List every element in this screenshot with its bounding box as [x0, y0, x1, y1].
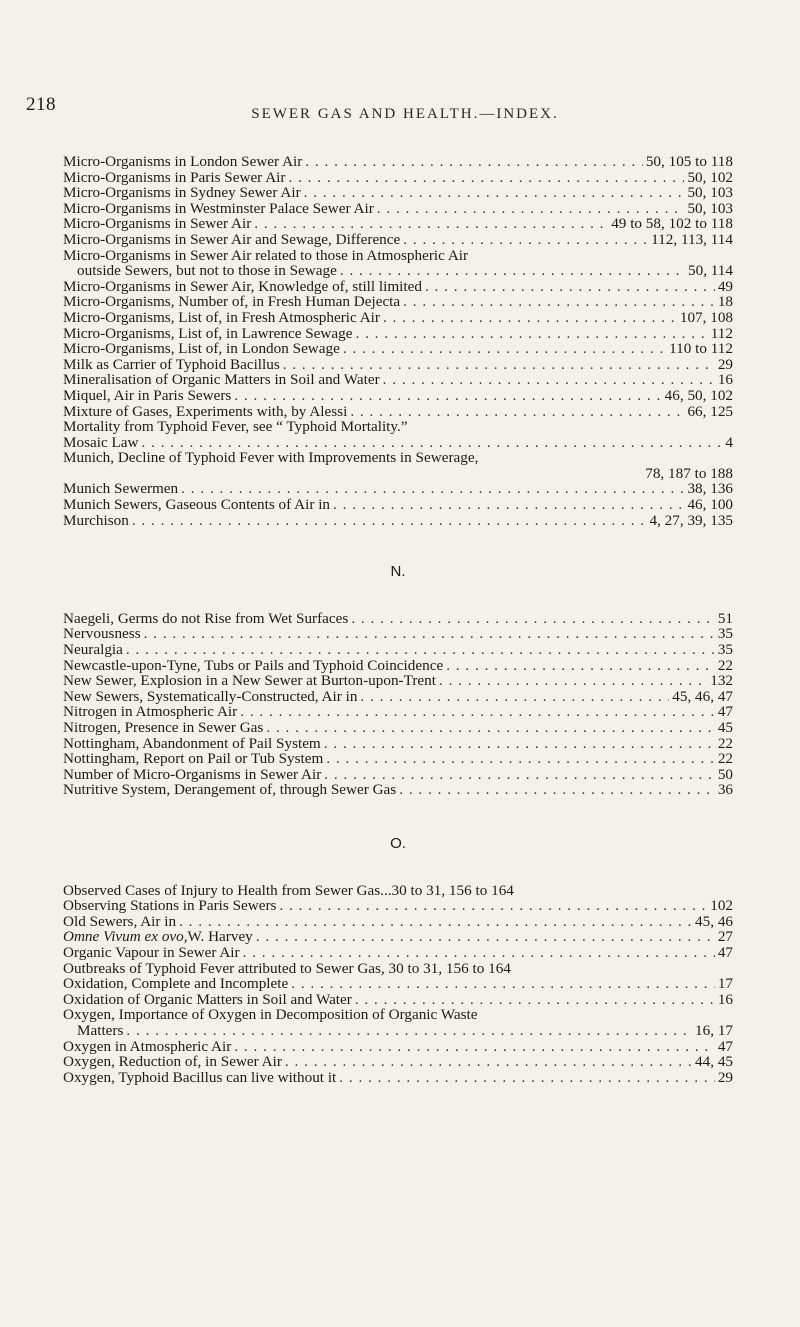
page-number: 218: [26, 94, 56, 115]
leader-dots: [355, 326, 707, 342]
index-entry: [63, 326, 733, 342]
entry-pages: 35: [717, 641, 733, 659]
entry-pages: 50, 103: [687, 184, 733, 202]
index-entry: [63, 279, 733, 295]
entry-text: Oxygen, Importance of Oxygen in Decomposition of Organic Waste: [63, 1006, 478, 1024]
index-entry: [63, 170, 733, 186]
index-entry: [63, 1039, 733, 1055]
entry-text: Neuralgia: [63, 641, 123, 659]
index-entry: [63, 642, 733, 658]
entry-text: Newcastle-upon-Tyne, Tubs or Pails and Typhoid Coincidence: [63, 656, 444, 674]
entry-text: Milk as Carrier of Typhoid Bacillus: [63, 355, 280, 373]
entry-text: Organic Vapour in Sewer Air: [63, 943, 240, 961]
index-entry: [63, 310, 733, 326]
index-entry: [63, 626, 733, 642]
index-entry: [63, 689, 733, 705]
entry-text: Murchison: [63, 511, 129, 529]
leader-dots: [181, 481, 684, 497]
entry-pages: 49: [717, 277, 733, 295]
entry-text: Micro-Organisms in Westminster Palace Sewer Air: [63, 199, 374, 217]
index-entry: [63, 1070, 733, 1086]
index-entry: [63, 976, 733, 992]
entry-text: Nitrogen, Presence in Sewer Gas: [63, 719, 264, 736]
leader-dots: [343, 341, 666, 357]
leader-dots: [403, 232, 648, 248]
entry-pages: 36: [717, 781, 733, 799]
entry-text: Naegeli, Germs do not Rise from Wet Surfaces: [63, 609, 349, 627]
entry-text: Oxygen, Reduction of, in Sewer Air: [63, 1053, 282, 1071]
entry-pages: 50, 103: [687, 199, 733, 217]
index-entry: [63, 232, 733, 248]
index-section-m: [63, 154, 733, 528]
index-entry: [63, 720, 733, 736]
entry-pages: 46, 50, 102: [664, 386, 733, 404]
entry-text: Micro-Organisms in Paris Sewer Air: [63, 168, 286, 186]
leader-dots: [377, 201, 685, 217]
leader-dots: [350, 404, 684, 420]
index-entry: [63, 611, 733, 627]
index-entry: [63, 929, 733, 945]
leader-dots: [383, 372, 715, 388]
entry-pages: 45: [717, 719, 733, 736]
index-entry: [63, 513, 733, 529]
index-entry: [63, 248, 733, 264]
entry-text: Nottingham, Abandonment of Pail System: [63, 734, 321, 752]
index-entry: [63, 154, 733, 170]
entry-text: Micro-Organisms, List of, in London Sewage: [63, 340, 340, 358]
entry-pages: 66, 125: [687, 402, 733, 420]
leader-dots: [179, 914, 692, 930]
entry-text: Mineralisation of Organic Matters in Soil and Water: [63, 371, 380, 389]
entry-pages: 50, 105 to 118: [645, 153, 733, 170]
entry-pages: 22: [717, 750, 733, 768]
entry-text: Micro-Organisms in London Sewer Air: [63, 153, 303, 170]
leader-dots: [285, 1054, 692, 1070]
entry-text: Oxidation of Organic Matters in Soil and Water: [63, 990, 352, 1008]
entry-text: W. Harvey: [187, 928, 253, 946]
leader-dots: [279, 898, 707, 914]
leader-dots: [254, 216, 608, 232]
entry-pages: 44, 45: [695, 1053, 733, 1071]
leader-dots: [324, 767, 715, 783]
leader-dots: [339, 1070, 715, 1086]
leader-dots: [291, 976, 715, 992]
entry-pages: 47: [717, 703, 733, 721]
leader-dots: [144, 626, 715, 642]
index-entry: [63, 1054, 733, 1070]
entry-text: New Sewer, Explosion in a New Sewer at Burton-upon-Trent: [63, 672, 436, 690]
index-entry: [63, 404, 733, 420]
entry-text: Micro-Organisms in Sewer Air: [63, 215, 252, 233]
leader-dots: [305, 154, 642, 170]
leader-dots: [360, 689, 669, 705]
index-entry: [63, 185, 733, 201]
entry-text: Nutritive System, Derangement of, through Sewer Gas: [63, 781, 397, 799]
running-head: SEWER GAS AND HEALTH.—INDEX.: [251, 106, 559, 122]
entry-text: Observed Cases of Injury to Health from Sewer Gas...30 to 31, 156 to 164: [63, 881, 514, 899]
entry-pages: 45, 46, 47: [672, 687, 733, 705]
entry-text: Munich Sewers, Gaseous Contents of Air in: [63, 496, 331, 514]
section-letter-n: N.: [390, 563, 406, 581]
index-entry: [63, 673, 733, 689]
entry-text: New Sewers, Systematically-Constructed, Air in: [63, 687, 358, 705]
leader-dots: [126, 642, 715, 658]
entry-pages: 46, 100: [687, 496, 733, 514]
index-entry: [63, 736, 733, 752]
entry-text: Nottingham, Report on Pail or Tub System: [63, 750, 324, 768]
entry-text: Observing Stations in Paris Sewers: [63, 897, 277, 915]
entry-text: Micro-Organisms, List of, in Lawrence Sewage: [63, 324, 353, 342]
index-section-o: [63, 883, 733, 1086]
leader-dots: [266, 720, 714, 736]
index-entry: [63, 992, 733, 1008]
entry-text-italic: Omne Vivum ex ovo,: [63, 928, 188, 946]
entry-pages: 35: [717, 625, 733, 643]
index-entry: [63, 216, 733, 232]
entry-pages: 50: [717, 765, 733, 783]
entry-pages: 50, 102: [687, 168, 733, 186]
entry-text: Nitrogen in Atmospheric Air: [63, 703, 238, 721]
entry-pages: 16, 17: [695, 1021, 733, 1039]
entry-text: Micro-Organisms, List of, in Fresh Atmospheric Air: [63, 308, 380, 326]
entry-pages: 110 to 112: [669, 340, 733, 358]
leader-dots: [234, 388, 661, 404]
leader-dots: [304, 185, 685, 201]
leader-dots: [288, 170, 684, 186]
index-entry: [63, 767, 733, 783]
entry-pages: 107, 108: [679, 308, 733, 326]
index-entry: [63, 945, 733, 961]
index-section-n: [63, 611, 733, 798]
entry-text: Matters: [77, 1021, 124, 1039]
entry-text: Miquel, Air in Paris Sewers: [63, 386, 232, 404]
entry-text: Oxidation, Complete and Incomplete: [63, 975, 289, 993]
index-entry: [63, 466, 733, 482]
entry-pages: 47: [717, 943, 733, 961]
entry-pages: 78, 187 to 188: [645, 464, 733, 482]
entry-text: Micro-Organisms in Sewer Air related to those in Atmospheric Air: [63, 246, 469, 264]
entry-pages: 16: [717, 371, 733, 389]
entry-pages: 16: [717, 990, 733, 1008]
leader-dots: [340, 263, 685, 279]
leader-dots: [439, 673, 707, 689]
index-entry: [63, 497, 733, 513]
entry-pages: 27: [717, 928, 733, 946]
index-entry: [63, 782, 733, 798]
leader-dots: [256, 929, 715, 945]
leader-dots: [324, 736, 715, 752]
index-entry: [63, 704, 733, 720]
index-entry: [63, 1023, 733, 1039]
leader-dots: [355, 992, 715, 1008]
entry-pages: 18: [717, 293, 733, 311]
entry-pages: 38, 136: [687, 480, 733, 498]
leader-dots: [234, 1039, 715, 1055]
entry-text: Outbreaks of Typhoid Fever attributed to Sewer Gas, 30 to 31, 156 to 164: [63, 959, 511, 977]
entry-pages: 47: [717, 1037, 733, 1055]
entry-text: Mosaic Law: [63, 433, 139, 451]
index-entry: [63, 341, 733, 357]
index-entry: [63, 914, 733, 930]
index-entry: [63, 883, 733, 899]
entry-pages: 4, 27, 39, 135: [649, 511, 733, 529]
entry-pages: 22: [717, 656, 733, 674]
index-entry: [63, 201, 733, 217]
entry-pages: 112: [710, 324, 733, 342]
entry-pages: 51: [717, 609, 733, 627]
index-entry: [63, 357, 733, 373]
entry-pages: 29: [717, 1068, 733, 1086]
index-entry: [63, 1007, 733, 1023]
leader-dots: [446, 658, 715, 674]
entry-pages: 29: [717, 355, 733, 373]
index-entry: [63, 372, 733, 388]
entry-pages: 112, 113, 114: [651, 230, 733, 248]
leader-dots: [283, 357, 715, 373]
entry-text: Mixture of Gases, Experiments with, by Alessi: [63, 402, 348, 420]
index-entry: [63, 658, 733, 674]
leader-dots: [142, 435, 723, 451]
index-entry: [63, 450, 733, 466]
entry-pages: 17: [717, 975, 733, 993]
entry-text: Munich Sewermen: [63, 480, 179, 498]
entry-pages: 49 to 58, 102 to 118: [611, 215, 733, 233]
entry-text: Nervousness: [63, 625, 141, 643]
entry-pages: 50, 114: [688, 262, 733, 280]
leader-dots: [351, 611, 715, 627]
index-entry: [63, 481, 733, 497]
entry-text: Micro-Organisms in Sewer Air, Knowledge of, still limited: [63, 277, 422, 295]
entry-text: Micro-Organisms in Sydney Sewer Air: [63, 184, 301, 202]
index-entry: [63, 388, 733, 404]
leader-dots: [240, 704, 715, 720]
entry-text: outside Sewers, but not to those in Sewage: [77, 262, 337, 280]
leader-dots: [243, 945, 715, 961]
entry-pages: 45, 46: [695, 912, 733, 930]
entry-text: Oxygen, Typhoid Bacillus can live without it: [63, 1068, 337, 1086]
leader-dots: [399, 782, 715, 798]
leader-dots: [132, 513, 647, 529]
entry-pages: 4: [725, 433, 733, 451]
entry-text: Munich, Decline of Typhoid Fever with Improvements in Sewerage,: [63, 449, 479, 467]
index-entry: [63, 961, 733, 977]
leader-dots: [333, 497, 684, 513]
leader-dots: [403, 294, 715, 310]
entry-pages: 102: [710, 897, 733, 915]
entry-text: Micro-Organisms in Sewer Air and Sewage, Difference: [63, 230, 401, 248]
entry-text: Old Sewers, Air in: [63, 912, 177, 930]
index-body: [63, 154, 733, 1085]
index-entry: [63, 419, 733, 435]
leader-dots: [425, 279, 715, 295]
entry-text: Number of Micro-Organisms in Sewer Air: [63, 765, 322, 783]
index-entry: [63, 751, 733, 767]
leader-dots: [383, 310, 677, 326]
entry-text: Mortality from Typhoid Fever, see “ Typhoid Mortality.”: [63, 418, 408, 436]
index-entry: [63, 898, 733, 914]
section-letter-o: O.: [390, 834, 406, 852]
index-entry: [63, 435, 733, 451]
entry-text: Oxygen in Atmospheric Air: [63, 1037, 232, 1055]
index-entry: [63, 263, 733, 279]
leader-dots: [326, 751, 714, 767]
leader-dots: [126, 1023, 692, 1039]
entry-pages: 22: [717, 734, 733, 752]
index-entry: [63, 294, 733, 310]
entry-pages: 132: [710, 672, 733, 690]
entry-text: Micro-Organisms, Number of, in Fresh Human Dejecta: [63, 293, 401, 311]
